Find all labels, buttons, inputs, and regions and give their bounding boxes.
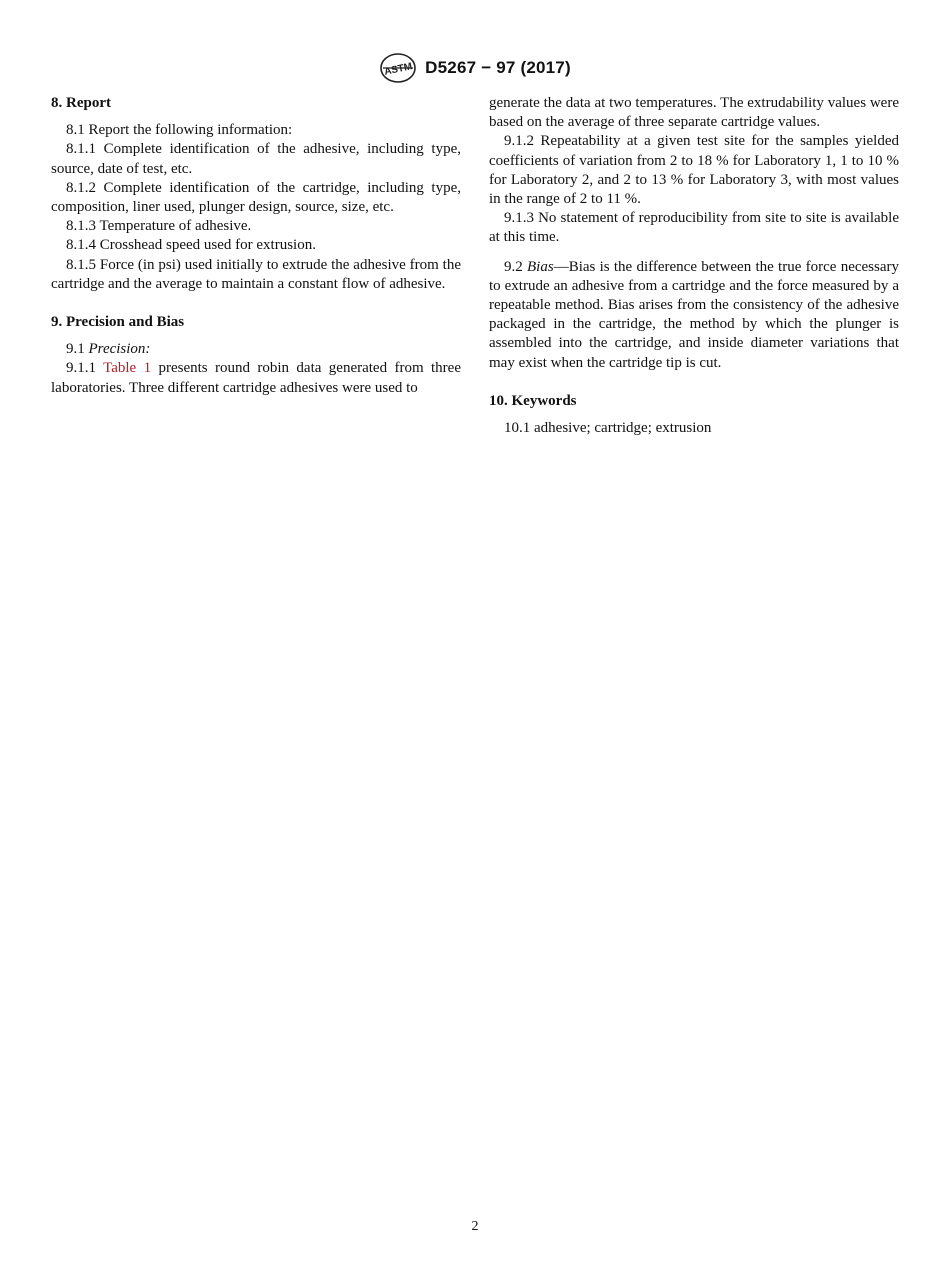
para-8-1-1: 8.1.1 Complete identification of the adhesive, including type, source, date of test, etc. bbox=[51, 141, 461, 177]
page-header bbox=[0, 50, 950, 86]
section-9-heading: 9. Precision and Bias bbox=[51, 314, 185, 331]
para-8-1-2: 8.1.2 Complete identification of the cartridge, including type, composition, liner used, plunger design, source, size, etc. bbox=[51, 179, 461, 216]
para-8-1: 8.1 Report the following information: bbox=[66, 122, 293, 139]
astm-logo-icon bbox=[379, 52, 417, 84]
para-9-1-3: 9.1.3 No statement of reproducibility from site to site is available at this time. bbox=[489, 210, 899, 246]
para-9-2-number: 9.2 bbox=[504, 258, 523, 275]
para-10-1: 10.1 adhesive; cartridge; extrusion bbox=[504, 420, 712, 437]
right-column bbox=[489, 94, 899, 438]
para-8-1-3: 8.1.3 Temperature of adhesive. bbox=[66, 218, 252, 235]
para-9-1-number: 9.1 bbox=[66, 341, 85, 358]
table-1-link[interactable]: Table 1 bbox=[103, 360, 152, 377]
para-9-1-1-continued: generate the data at two temperatures. The extrudability values were based on the average of three separate cartridge values. bbox=[489, 95, 899, 131]
para-9-1 bbox=[51, 340, 461, 359]
logo-text: ASTM bbox=[383, 61, 414, 78]
para-8-1-4: 8.1.4 Crosshead speed used for extrusion. bbox=[66, 237, 316, 254]
para-9-2-title: Bias bbox=[527, 258, 554, 275]
para-9-1-1 bbox=[51, 359, 461, 397]
para-9-1-title: Precision: bbox=[88, 341, 151, 358]
left-column bbox=[51, 94, 461, 398]
para-8-1-5: 8.1.5 Force (in psi) used initially to extrude the adhesive from the cartridge and the average to maintain a constant flow of adhesive. bbox=[51, 256, 461, 292]
para-9-2-text: —Bias is the difference between the true force necessary to extrude an adhesive from a cartridge and the force measured by a repeatable method. Bias arises from the consistency of the adhesive packaged in the cartridge, the method by which the plunger is assembled into the cartridge, and inside diameter variations that may exist when the cartridge tip is cut. bbox=[489, 258, 899, 371]
para-9-1-1-text-left: presents round robin data generated from three laboratories. Three different cartridge adhesives were used to bbox=[51, 360, 461, 396]
page-number: 2 bbox=[471, 1219, 479, 1234]
section-10-heading: 10. Keywords bbox=[489, 392, 577, 409]
section-8-heading: 8. Report bbox=[51, 95, 111, 111]
para-9-2 bbox=[489, 258, 899, 373]
para-9-1-1-number: 9.1.1 bbox=[66, 360, 96, 377]
document-designation: D5267 − 97 (2017) bbox=[425, 58, 571, 77]
para-9-1-2: 9.1.2 Repeatability at a given test site for the samples yielded coefficients of variation from 2 to 18 % for Laboratory 1, 1 to 10 % for Laboratory 2, and 2 to 13 % for Laboratory 3, with most values in the range of 2 to 11 %. bbox=[489, 133, 899, 208]
